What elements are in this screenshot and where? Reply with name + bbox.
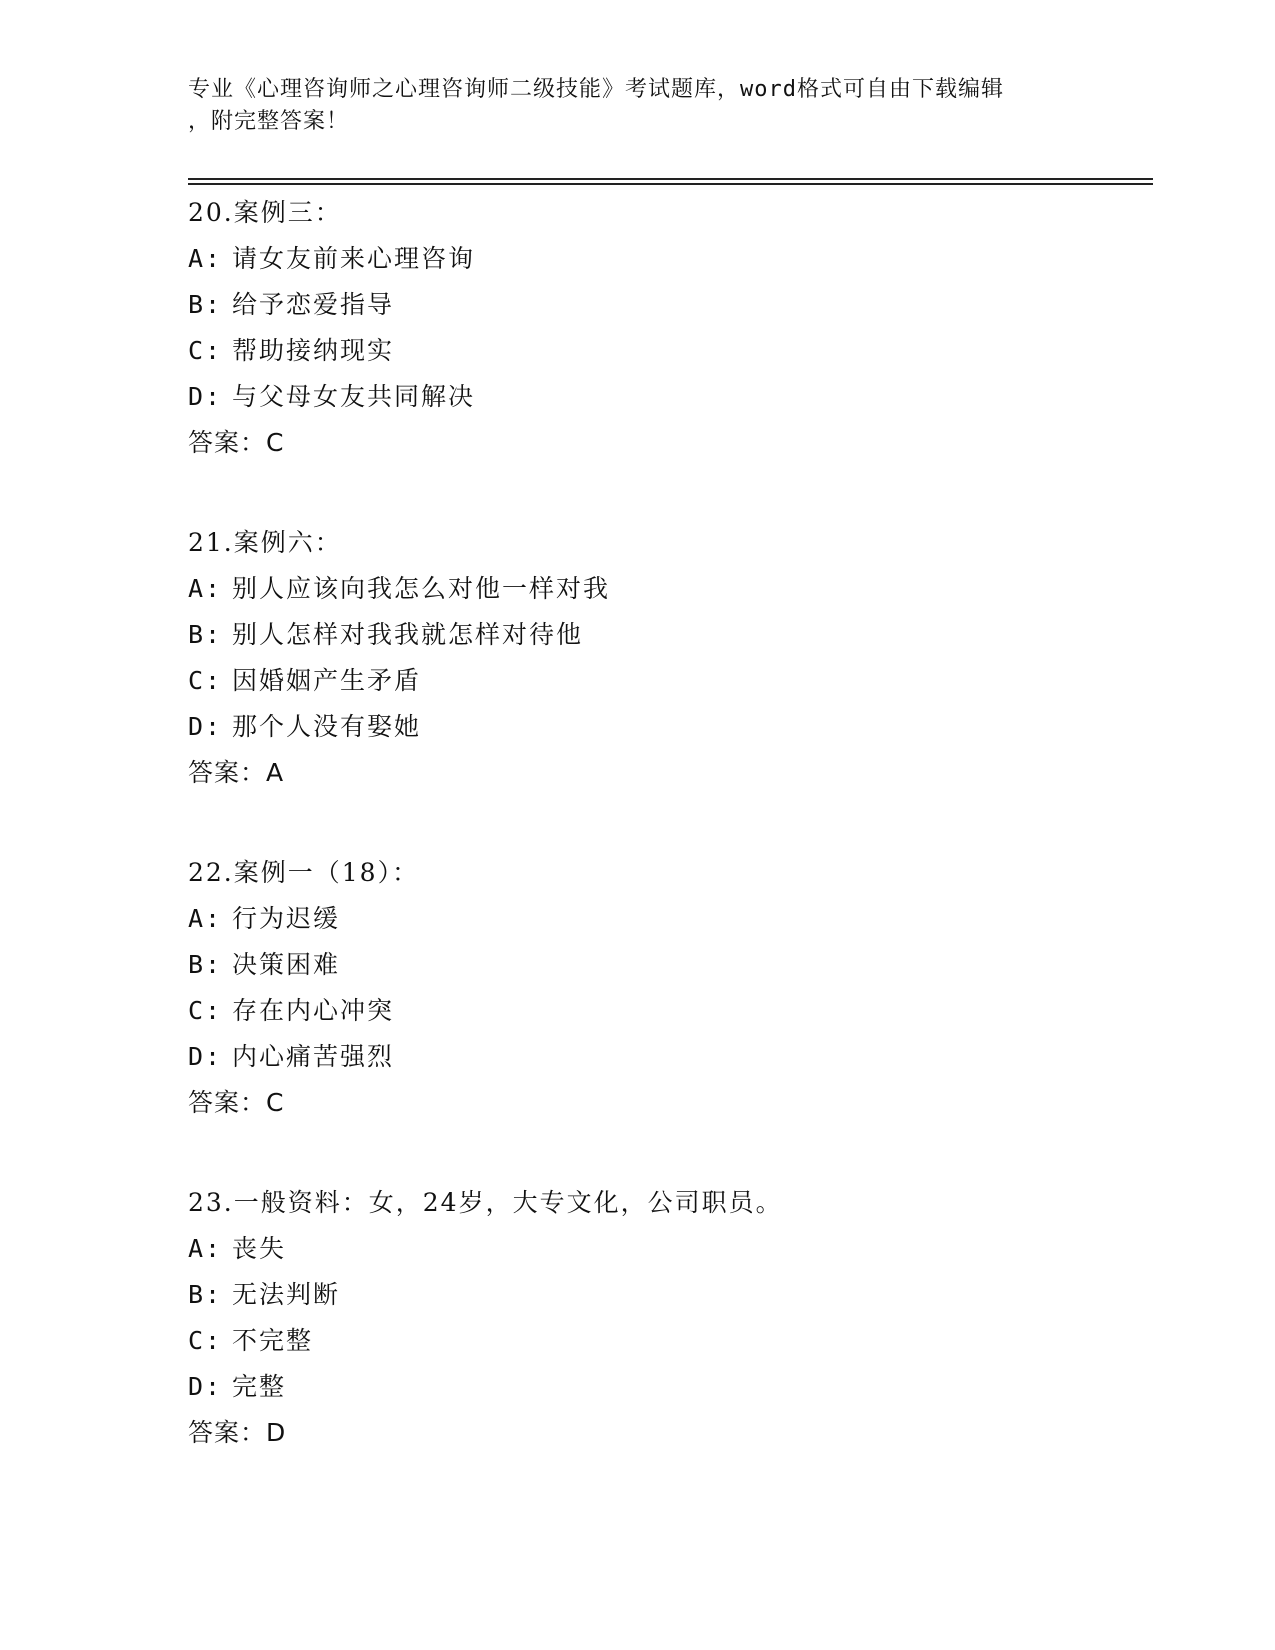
document-header: [188, 74, 1088, 138]
option-key: A:: [188, 574, 223, 603]
option-text: 那个人没有娶她: [232, 712, 422, 741]
question-item: [188, 520, 1148, 796]
option-d: [188, 1364, 1148, 1410]
option-text: 与父母女友共同解决: [232, 382, 476, 411]
header-title-line-2: ，附完整答案！: [188, 109, 350, 134]
option-text: 因婚姻产生矛盾: [232, 666, 422, 695]
header-divider-bottom: [188, 183, 1153, 185]
option-key: D:: [188, 712, 223, 741]
header-divider-top: [188, 178, 1153, 180]
answer-line: 答案：A: [188, 758, 285, 787]
option-text: 给予恋爱指导: [232, 290, 395, 319]
option-b: [188, 612, 1148, 658]
option-key: B:: [188, 1280, 223, 1309]
question-item: [188, 190, 1148, 466]
option-a: [188, 896, 1148, 942]
option-key: A:: [188, 1234, 223, 1263]
option-text: 决策困难: [232, 950, 341, 979]
question-item: [188, 1180, 1148, 1456]
option-key: D:: [188, 382, 223, 411]
option-d: [188, 704, 1148, 750]
question-list: [188, 190, 1148, 1510]
option-key: C:: [188, 336, 223, 365]
option-text: 存在内心冲突: [232, 996, 395, 1025]
option-text: 无法判断: [232, 1280, 341, 1309]
question-stem: 21.案例六：: [188, 528, 342, 557]
option-key: D:: [188, 1042, 223, 1071]
option-text: 完整: [232, 1372, 287, 1401]
option-text: 别人怎样对我我就怎样对待他: [232, 620, 584, 649]
option-text: 内心痛苦强烈: [232, 1042, 395, 1071]
option-b: [188, 1272, 1148, 1318]
option-key: C:: [188, 996, 223, 1025]
option-b: [188, 282, 1148, 328]
option-key: C:: [188, 1326, 223, 1355]
option-d: [188, 374, 1148, 420]
option-text: 别人应该向我怎么对他一样对我: [232, 574, 611, 603]
question-stem: 22.案例一（18）：: [188, 858, 420, 887]
option-c: [188, 988, 1148, 1034]
option-text: 帮助接纳现实: [232, 336, 395, 365]
option-a: [188, 236, 1148, 282]
option-key: C:: [188, 666, 223, 695]
option-text: 不完整: [232, 1326, 314, 1355]
answer-line: 答案：C: [188, 428, 285, 457]
question-stem: 20.案例三：: [188, 198, 342, 227]
option-b: [188, 942, 1148, 988]
option-text: 行为迟缓: [232, 904, 341, 933]
question-stem: 23.一般资料：女，24岁，大专文化，公司职员。: [188, 1188, 783, 1217]
option-text: 请女友前来心理咨询: [232, 244, 476, 273]
option-c: [188, 1318, 1148, 1364]
header-title-line-1: 专业《心理咨询师之心理咨询师二级技能》考试题库，word格式可自由下载编辑: [188, 77, 1004, 102]
option-key: B:: [188, 290, 223, 319]
option-a: [188, 566, 1148, 612]
option-d: [188, 1034, 1148, 1080]
option-key: D:: [188, 1372, 223, 1401]
answer-line: 答案：D: [188, 1418, 287, 1447]
option-text: 丧失: [232, 1234, 287, 1263]
option-c: [188, 658, 1148, 704]
option-key: A:: [188, 244, 223, 273]
option-a: [188, 1226, 1148, 1272]
option-key: B:: [188, 620, 223, 649]
option-key: B:: [188, 950, 223, 979]
answer-line: 答案：C: [188, 1088, 285, 1117]
question-item: [188, 850, 1148, 1126]
option-key: A:: [188, 904, 223, 933]
option-c: [188, 328, 1148, 374]
